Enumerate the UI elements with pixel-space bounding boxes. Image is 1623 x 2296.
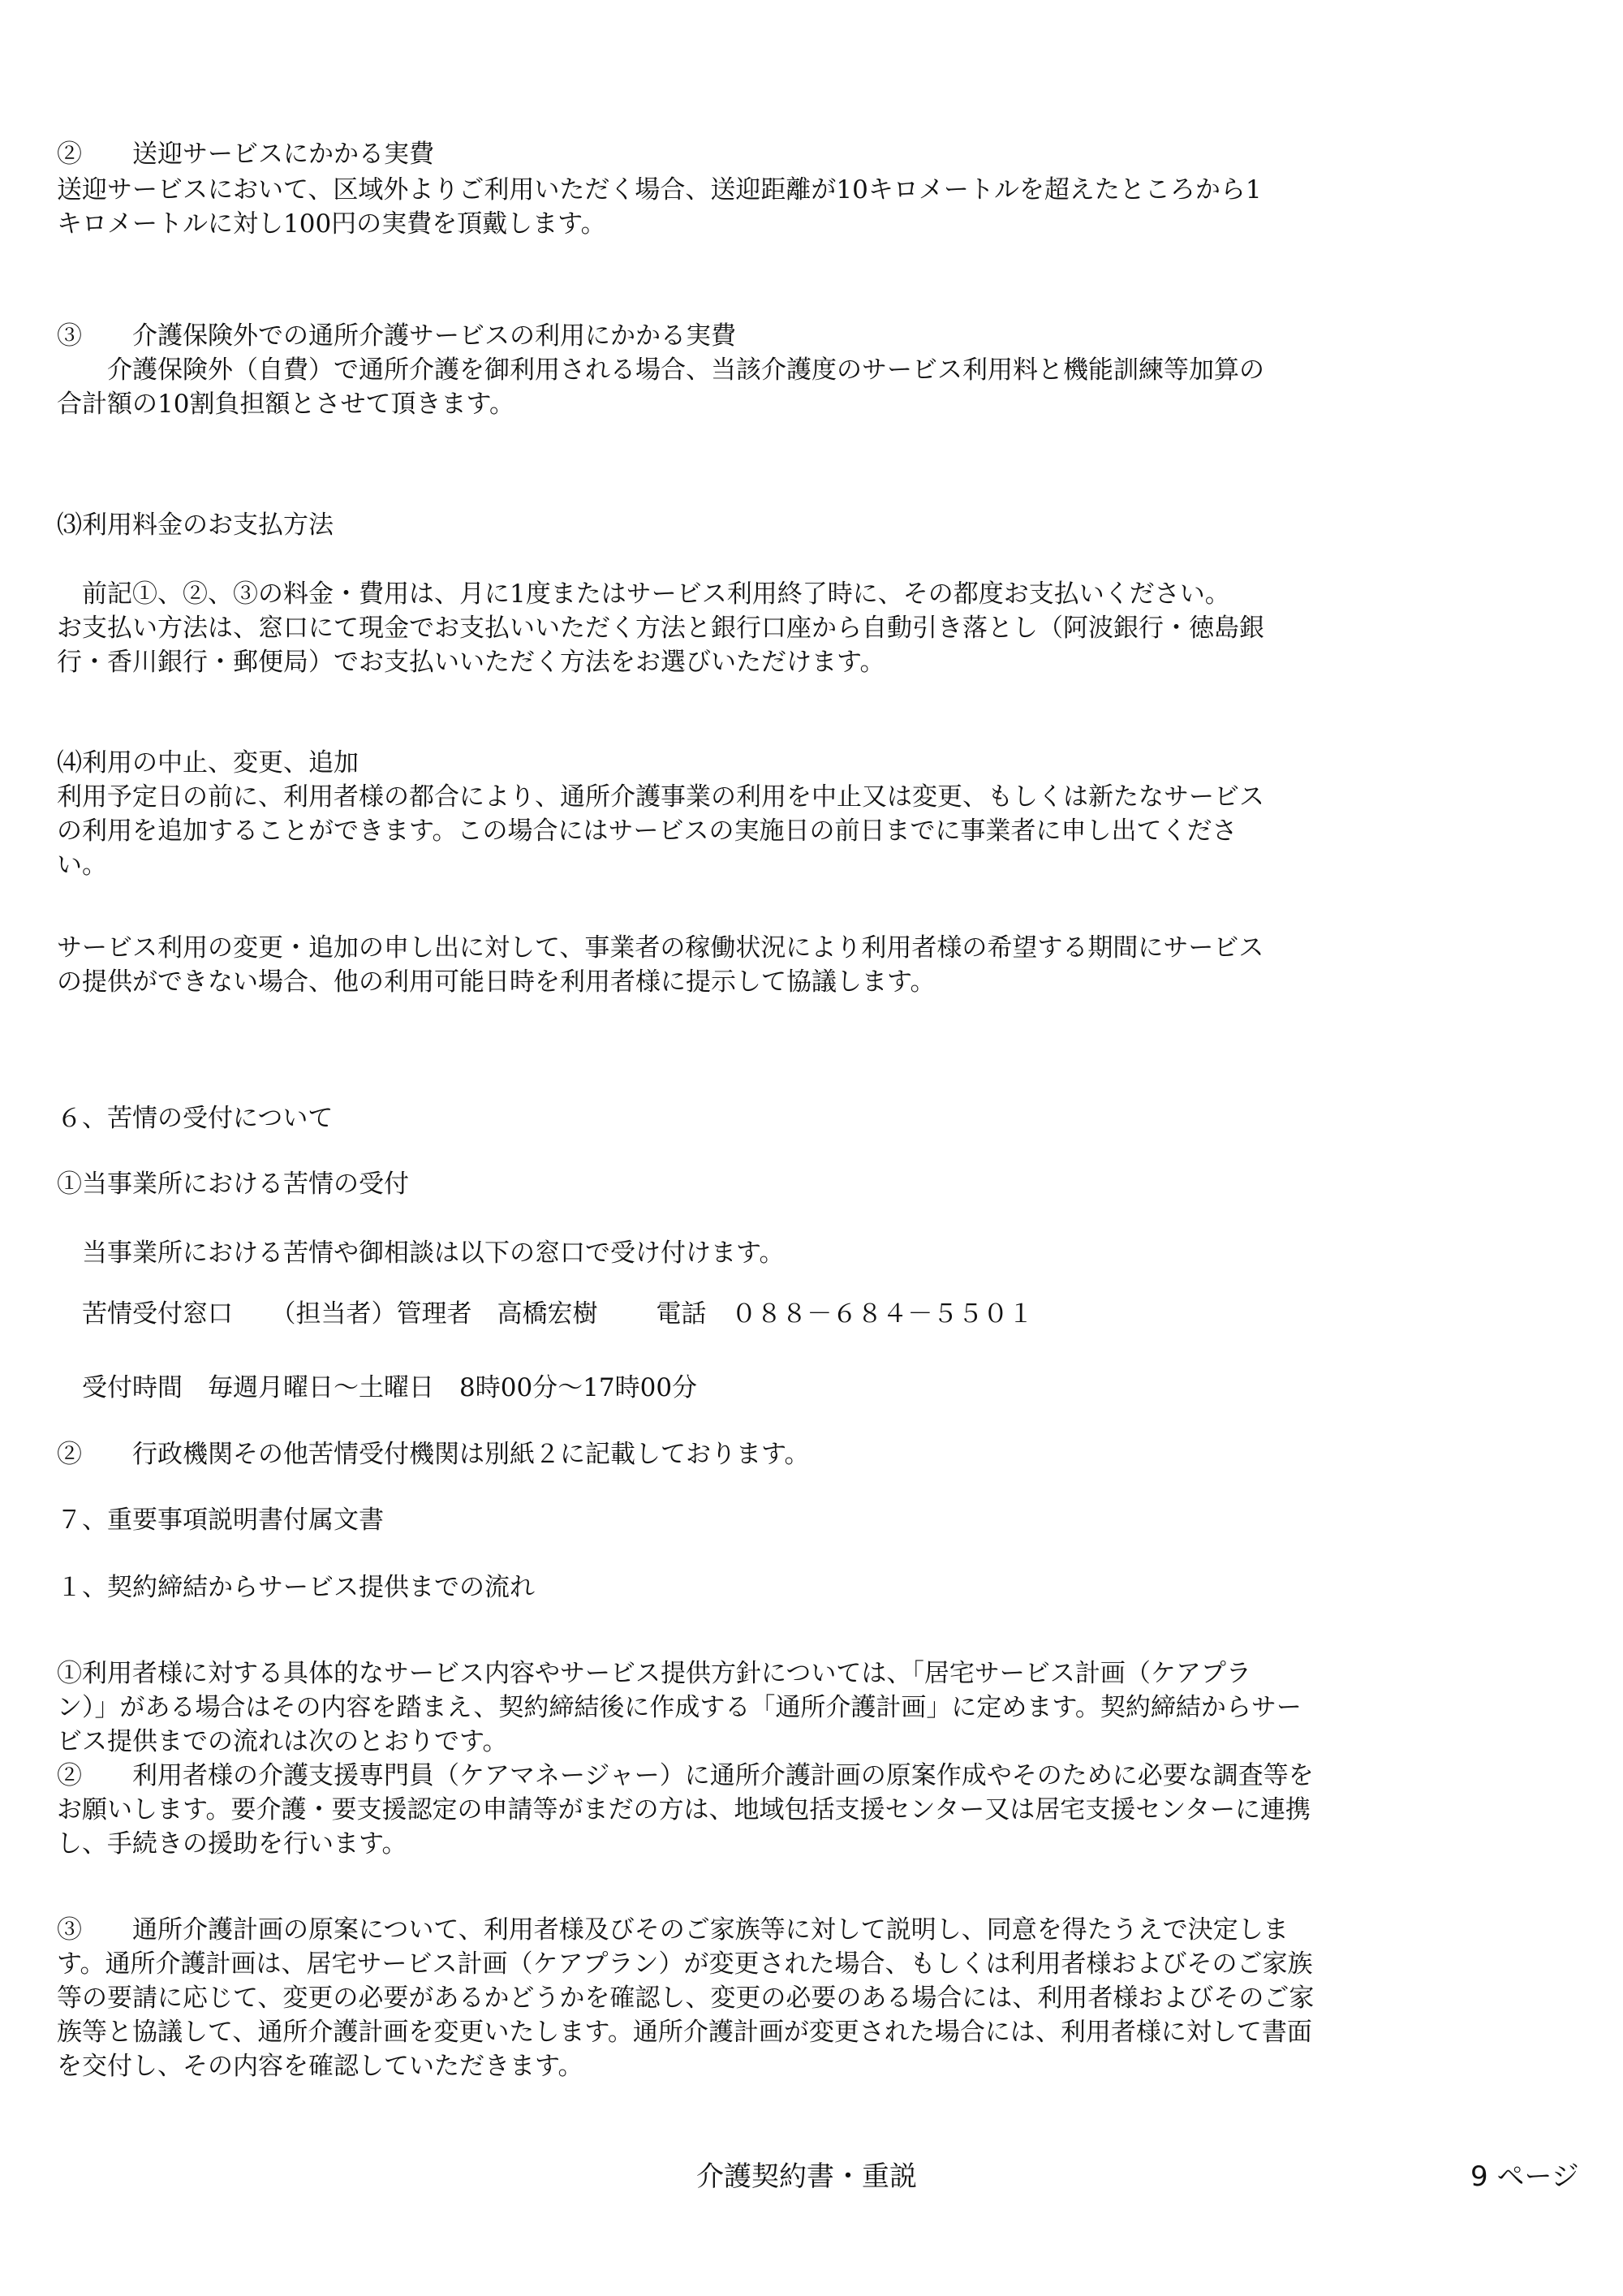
section-2-heading: ② 送迎サービスにかかる実費: [57, 140, 434, 169]
footer-title: 介護契約書・重説: [696, 2160, 917, 2193]
body-line: お支払い方法は、窓口にて現金でお支払いいただく方法と銀行口座から自動引き落とし（阿波銀行・徳島銀: [57, 614, 1264, 643]
body-line: 族等と協議して、通所介護計画を変更いたします。通所介護計画が変更された場合には、利用者様に対して書面: [57, 2018, 1312, 2047]
body-line: ビス提供までの流れは次のとおりです。: [57, 1727, 508, 1756]
body-line: ② 利用者様の介護支援専門員（ケアマネージャー）に通所介護計画の原案作成やそのために必要な調査等を: [57, 1761, 1314, 1790]
body-line: 行・香川銀行・郵便局）でお支払いいただく方法をお選びいただけます。: [57, 648, 885, 677]
complaint-contact-line: 苦情受付窓口 （担当者）管理者 高橋宏樹 電話 ０８８－６８４－５５０１: [57, 1299, 1034, 1329]
body-line: 介護保険外（自費）で通所介護を御利用される場合、当該介護度のサービス利用料と機能訓練等加算の: [57, 355, 1264, 385]
body-line: ン）」がある場合はその内容を踏まえ、契約締結後に作成する「通所介護計画」に定めます。契約締結からサー: [57, 1693, 1302, 1722]
body-line: ③ 通所介護計画の原案について、利用者様及びそのご家族等に対して説明し、同意を得たうえで決定しま: [57, 1915, 1289, 1945]
flow-heading: １、契約締結からサービス提供までの流れ: [57, 1573, 535, 1602]
body-line: い。: [57, 851, 107, 880]
body-line: サービス利用の変更・追加の申し出に対して、事業者の稼働状況により利用者様の希望する期間にサービス: [57, 933, 1264, 963]
body-line: 当事業所における苦情や御相談は以下の窓口で受け付けます。: [57, 1238, 785, 1268]
body-line: し、手続きの援助を行います。: [57, 1829, 407, 1859]
body-line: 利用予定日の前に、利用者様の都合により、通所介護事業の利用を中止又は変更、もしくは新たなサービス: [57, 782, 1264, 812]
section-3-heading: ③ 介護保険外での通所介護サービスの利用にかかる実費: [57, 321, 736, 351]
complaint-subheading-1: ①当事業所における苦情の受付: [57, 1170, 409, 1199]
complaint-subheading-2: ② 行政機関その他苦情受付機関は別紙２に記載しております。: [57, 1440, 810, 1469]
body-line: 送迎サービスにおいて、区域外よりご利用いただく場合、送迎距離が10キロメートルを超えたところから1: [57, 175, 1262, 205]
page-number: 9 ページ: [1470, 2160, 1579, 2193]
body-line: ①利用者様に対する具体的なサービス内容やサービス提供方針については、「居宅サービス計画（ケアプラ: [57, 1659, 1251, 1688]
body-line: 前記①、②、③の料金・費用は、月に1度またはサービス利用終了時に、その都度お支払いください。: [57, 579, 1230, 609]
body-line: す。通所介護計画は、居宅サービス計画（ケアプラン）が変更された場合、もしくは利用者様およびそのご家族: [57, 1949, 1313, 1979]
body-line: の提供ができない場合、他の利用可能日時を利用者様に提示して協議します。: [57, 967, 936, 997]
appendix-heading: ７、重要事項説明書付属文書: [57, 1506, 384, 1535]
body-line: を交付し、その内容を確認していただきます。: [57, 2052, 583, 2081]
complaint-hours-line: 受付時間 毎週月曜日～土曜日 8時00分～17時00分: [57, 1373, 698, 1402]
body-line: キロメートルに対し100円の実費を頂戴します。: [57, 209, 606, 239]
cancel-change-heading: ⑷利用の中止、変更、追加: [57, 748, 359, 778]
body-line: 合計額の10割負担額とさせて頂きます。: [57, 390, 514, 419]
body-line: の利用を追加することができます。この場合にはサービスの実施日の前日までに事業者に申し出てくださ: [57, 816, 1238, 846]
payment-method-heading: ⑶利用料金のお支払方法: [57, 510, 334, 540]
body-line: 等の要請に応じて、変更の必要があるかどうかを確認し、変更の必要のある場合には、利用者様およびそのご家: [57, 1984, 1315, 2013]
complaint-heading: ６、苦情の受付について: [57, 1104, 334, 1133]
body-line: お願いします。要介護・要支援認定の申請等がまだの方は、地域包括支援センター又は居宅支援センターに連携: [57, 1795, 1311, 1824]
